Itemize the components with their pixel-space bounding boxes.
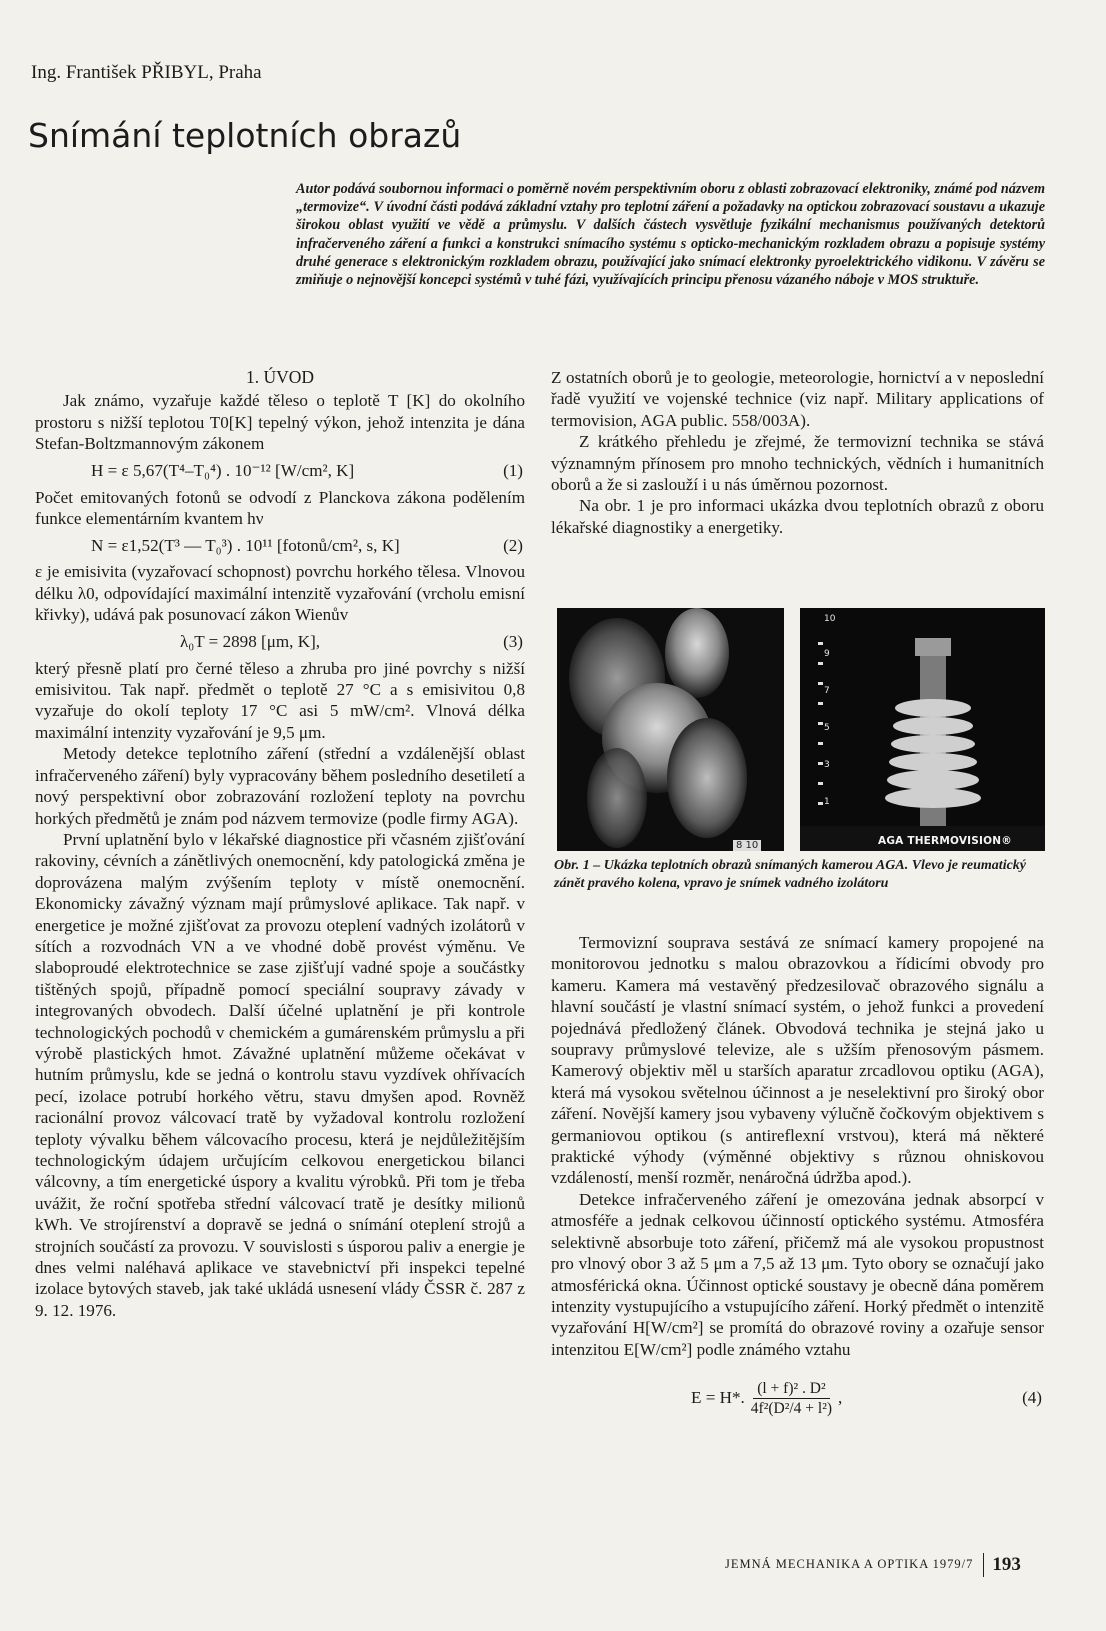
scale-tick-label: 7 (824, 686, 830, 696)
scale-tick-label: 10 (824, 614, 836, 624)
equation-expression: H = ε 5,67(T⁴–T₀⁴) . 10⁻¹² [W/cm², K] (91, 460, 355, 480)
temperature-scale (818, 614, 848, 822)
paragraph: Termovizní souprava sestává ze snímací kamery propojené na monitorovou jednotku s malou obrazovkou a řídicími obvody pro kameru. Kamera má vestavěný předzesilovač obrazového signálu a hlavní součástí je vlastní snímací systém, o jehož funkci a provedení pojednává předložený článek. Obvodová technika je stejná jako u soupravy průmyslové televize, ale s užším přenosovým pásmem. Kamerový objektiv měl u starších aparatur zrcadlovou optiku (AGA), která má vysokou světelnou účinnost a je neselektivní pro široký obor záření. Novější kamery jsou vybaveny výlučně čočkovým objektivem s germaniovou optikou (s antireflexní vrstvou), která má některé praktické výhody (výměnné objektivy s různou ohniskovou vzdáleností, menší rozměr, nenáročná údržba apod.). (551, 933, 1044, 1188)
equation-tail: , (838, 1388, 843, 1408)
section-heading: 1. ÚVOD (245, 367, 315, 387)
paragraph: Na obr. 1 je pro informaci ukázka dvou teplotních obrazů z oboru lékařské diagnostiky a energetiky. (551, 496, 1044, 537)
equation-2 (35, 532, 525, 558)
paragraph: Jak známo, vyzařuje každé těleso o teplotě T [K] do okolního prostoru s nižší teplotou T0[K] tepelný výkon, jehož intenzita je dána Stefan-Boltzmannovým zákonem (35, 391, 525, 454)
paragraph: První uplatnění bylo v lékařské diagnostice při včasném zjišťování rakoviny, cévních a zánětlivých onemocnění, kdy patologická změna je doprovázena malým zvýšením teploty v místě onemocnění. Ekonomicky závažný význam mají průmyslové aplikace. Tak např. v energetice je možné zjišťovat za provozu oteplení vadných izolátorů v sítích a rozvodnách VN a ve vhodné době provést výměnu. Ve slaboproudé elektrotechnice se zase zjišťují vadné spoje a součástky tištěných spojů, případně pomocí speciální soupravy závady v integrovaných obvodech. Další účelné uplatnění je při kontrole technologických pochodů v chemickém a gumárenském průmyslu a při výrobě plastických hmot. Závažné uplatnění můžeme očekávat v hutním průmyslu, kde se jedná o kontrolu stavu vyzdívek ohřívacích pecí, izolace potrubí horkého větru, stavu dmyšen apod. Rovněž racionální provoz válcovací tratě by vyžadoval kontrolu rozložení teploty vývalku během válcovacího procesu, která je nejdůležitějším technologickým údajem určujícím celkovou energetickou bilanci válcovny, a tím energetické úspory a kvalitu výrobků. Při tom je třeba uvážit, že roční spotřeba střední válcovací tratě je desítky milionů kWh. Ve strojírenství a dopravě se jedná o snímání oteplení strojů a strojních součástí za provozu. V souvislosti s úsporou paliv a energie je dnes velmi naléhavá aplikace ve stavebnictví při inspekci tepelné izolace bytových staveb, jak také ukládá usnesení vlády ČSSR č. 287 z 9. 12. 1976. (35, 829, 525, 1320)
equation-number: (4) (1022, 1388, 1042, 1408)
scale-tick-label: 5 (824, 723, 830, 733)
thermogram-knee (557, 608, 784, 851)
equation-number: (3) (503, 631, 523, 651)
paragraph: Z ostatních oborů je to geologie, meteorologie, hornictví a v neposlední řadě využití ve vojenské technice (viz např. Military applications of termovision, AGA public. 558/003A). (551, 368, 1044, 430)
paragraph: Z krátkého přehledu je zřejmé, že termovizní technika se stává významným přínosem pro mnoho technických, vědních i humanitních oborů a že si zaslouží i u nás úměrnou pozornost. (551, 432, 1044, 495)
abstract: Autor podává soubornou informaci o poměrně novém perspektivním oboru z oblasti zobrazovací elektroniky, známé pod názvem „termovize“. V úvodní části podává základní vztahy pro teplotní záření a požadavky na optickou zobrazovací soustavu a ukazuje širokou oblast využití ve vědě a průmyslu. V dalších částech vysvětluje fyzikální mechanismus používaných detektorů infračerveného záření a funkci a konstrukci snímacího systému s opticko-mechanickým rozkladem obrazu a popisuje systémy druhé generace s elektronickým rozkladem obrazu, používající jako snímací elektronky pyroelektrického vidikonu. V závěru se zmiňuje o nejnovější koncepci systémů v tuhé fázi, využívajících principu přenosu vázaného náboje v MOS struktuře. (296, 181, 1045, 289)
equation-lhs: E = H*. (691, 1388, 745, 1408)
footer-divider (983, 1553, 984, 1577)
page-number: 193 (992, 1554, 1021, 1575)
knee-thermogram-image (557, 608, 784, 851)
equation-expression: N = ε1,52(T³ — T₀³) . 10¹¹ [fotonů/cm², s, K] (91, 535, 400, 555)
page-footer (725, 1553, 1021, 1577)
equation-number: (1) (503, 460, 523, 480)
fraction-denominator: 4f²(D²/4 + l²) (750, 1399, 833, 1417)
right-column-bottom (551, 932, 1044, 1429)
equation-number: (2) (503, 535, 523, 555)
author-line: Ing. František PŘIBYL, Praha (31, 62, 262, 83)
scale-tick-label: 3 (824, 760, 830, 770)
scale-label: 8 10 (733, 840, 761, 851)
equation-1 (35, 458, 525, 484)
equation-expression: λ₀T = 2898 [μm, K], (180, 631, 321, 651)
paragraph: Metody detekce teplotního záření (střední a vzdálenější oblast infračerveného záření) byly vypracovány během posledního desetiletí a nový perspektivní obor zobrazování rozložení teploty na povrchu horkých předmětů je znám pod názvem termovize (podle firmy AGA). (35, 744, 525, 828)
equation-3 (35, 629, 525, 655)
scale-tick-label: 9 (824, 649, 830, 659)
paragraph: který přesně platí pro černé těleso a zhruba pro jiné povrchy s nižší emisivitou. Tak např. předmět o teplotě 27 °C a s emisivitou 0,8 vyzařuje do okolí teploty 17 °C asi 5 mW/cm². Vlnová délka maximální intenzity vyzařování je 9,5 μm. (35, 658, 525, 742)
right-column-top (551, 367, 1044, 538)
aga-thermovision-logo: AGA THERMOVISION® (878, 835, 1012, 847)
article-title: Snímání teplotních obrazů (28, 116, 462, 155)
thermogram-insulator (800, 608, 1045, 851)
paragraph: ε je emisivita (vyzařovací schopnost) povrchu horkého tělesa. Vlnovou délku λ0, odpovídající maximální intenzitě vyzařování (vrcholu emisní křivky), udává pak posunovací zákon Wienův (35, 562, 525, 625)
fraction-numerator: (l + f)² . D² (753, 1379, 829, 1399)
figure-caption: Obr. 1 – Ukázka teplotních obrazů snímaných kamerou AGA. Vlevo je reumatický zánět pravého kolena, vpravo je snímek vadného izolátoru (554, 858, 1027, 891)
journal-name: JEMNÁ MECHANIKA A OPTIKA 1979/7 (725, 1556, 974, 1571)
equation-expression (691, 1379, 842, 1418)
equation-4 (551, 1370, 1044, 1426)
figure-1 (557, 608, 1045, 851)
left-column (35, 367, 525, 1321)
equation-fraction (751, 1379, 832, 1418)
paragraph: Detekce infračerveného záření je omezována jednak absorpcí v atmosféře a jednak celkovou účinností optického systému. Atmosféra selektivně absorbuje toto záření, přičemž má ale vysokou propustnost pro vlnový obor 3 až 5 μm a 7,5 až 13 μm. Tyto obory se označují jako atmosférická okna. Účinnost optické soustavy je obecně dána poměrem intenzity vystupujícího a vstupujícího záření. Horký předmět o intenzitě vyzařování H[W/cm²] se promítá do obrazové roviny a ozařuje sensor intenzitou E[W/cm²] podle známého vztahu (551, 1189, 1044, 1359)
scale-tick-label: 1 (824, 797, 830, 807)
paragraph: Počet emitovaných fotonů se odvodí z Planckova zákona podělením funkce elementárním kvantem hν (35, 487, 525, 529)
